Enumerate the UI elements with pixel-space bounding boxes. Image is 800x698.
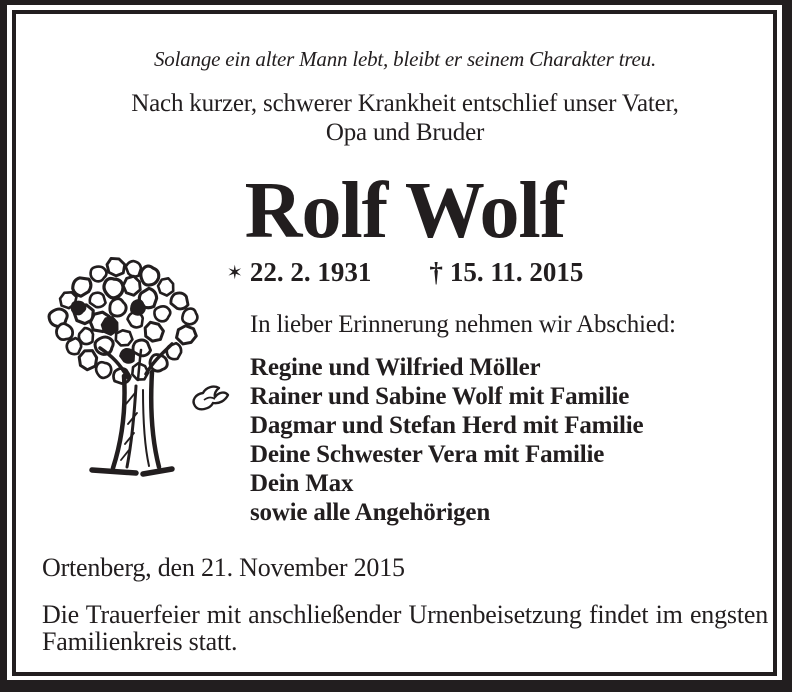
mourner-line: Dein Max	[250, 470, 354, 497]
mourner-line: sowie alle Angehörigen	[250, 499, 491, 526]
epigraph: Solange ein alter Mann lebt, bleibt er seinem Charakter treu.	[153, 47, 656, 71]
death-date-value: 15. 11. 2015	[449, 257, 584, 287]
intro-text	[10, 89, 800, 147]
mourners-list	[250, 353, 643, 527]
birth-date-value: 22. 2. 1931	[249, 257, 372, 287]
intro-line-1: Nach kurzer, schwerer Krankheit entschlief unser Vater,	[131, 90, 679, 117]
mourner-line: Deine Schwester Vera mit Familie	[250, 441, 605, 468]
intro-line-2: Opa und Bruder	[325, 119, 485, 146]
mourner-line: Rainer und Sabine Wolf mit Familie	[250, 383, 630, 410]
birth-date	[227, 257, 372, 288]
death-date	[429, 257, 583, 288]
place-and-date: Ortenberg, den 21. November 2015	[42, 553, 405, 582]
mourner-line: Regine und Wilfried Möller	[250, 354, 541, 381]
farewell-intro: In lieber Erinnerung nehmen wir Abschied:	[250, 311, 676, 338]
birth-star-icon: ✶	[226, 260, 243, 284]
mourner-line: Dagmar und Stefan Herd mit Familie	[250, 412, 644, 439]
tree-ground	[92, 469, 172, 474]
tree-illustration	[38, 256, 238, 481]
death-cross-icon: †	[429, 257, 443, 287]
ceremony-note: Die Trauerfeier mit anschließender Urnenbeisetzung findet im engsten Familienkreis statt.	[42, 600, 768, 656]
bird-icon	[194, 387, 228, 410]
deceased-name: Rolf Wolf	[244, 167, 566, 255]
